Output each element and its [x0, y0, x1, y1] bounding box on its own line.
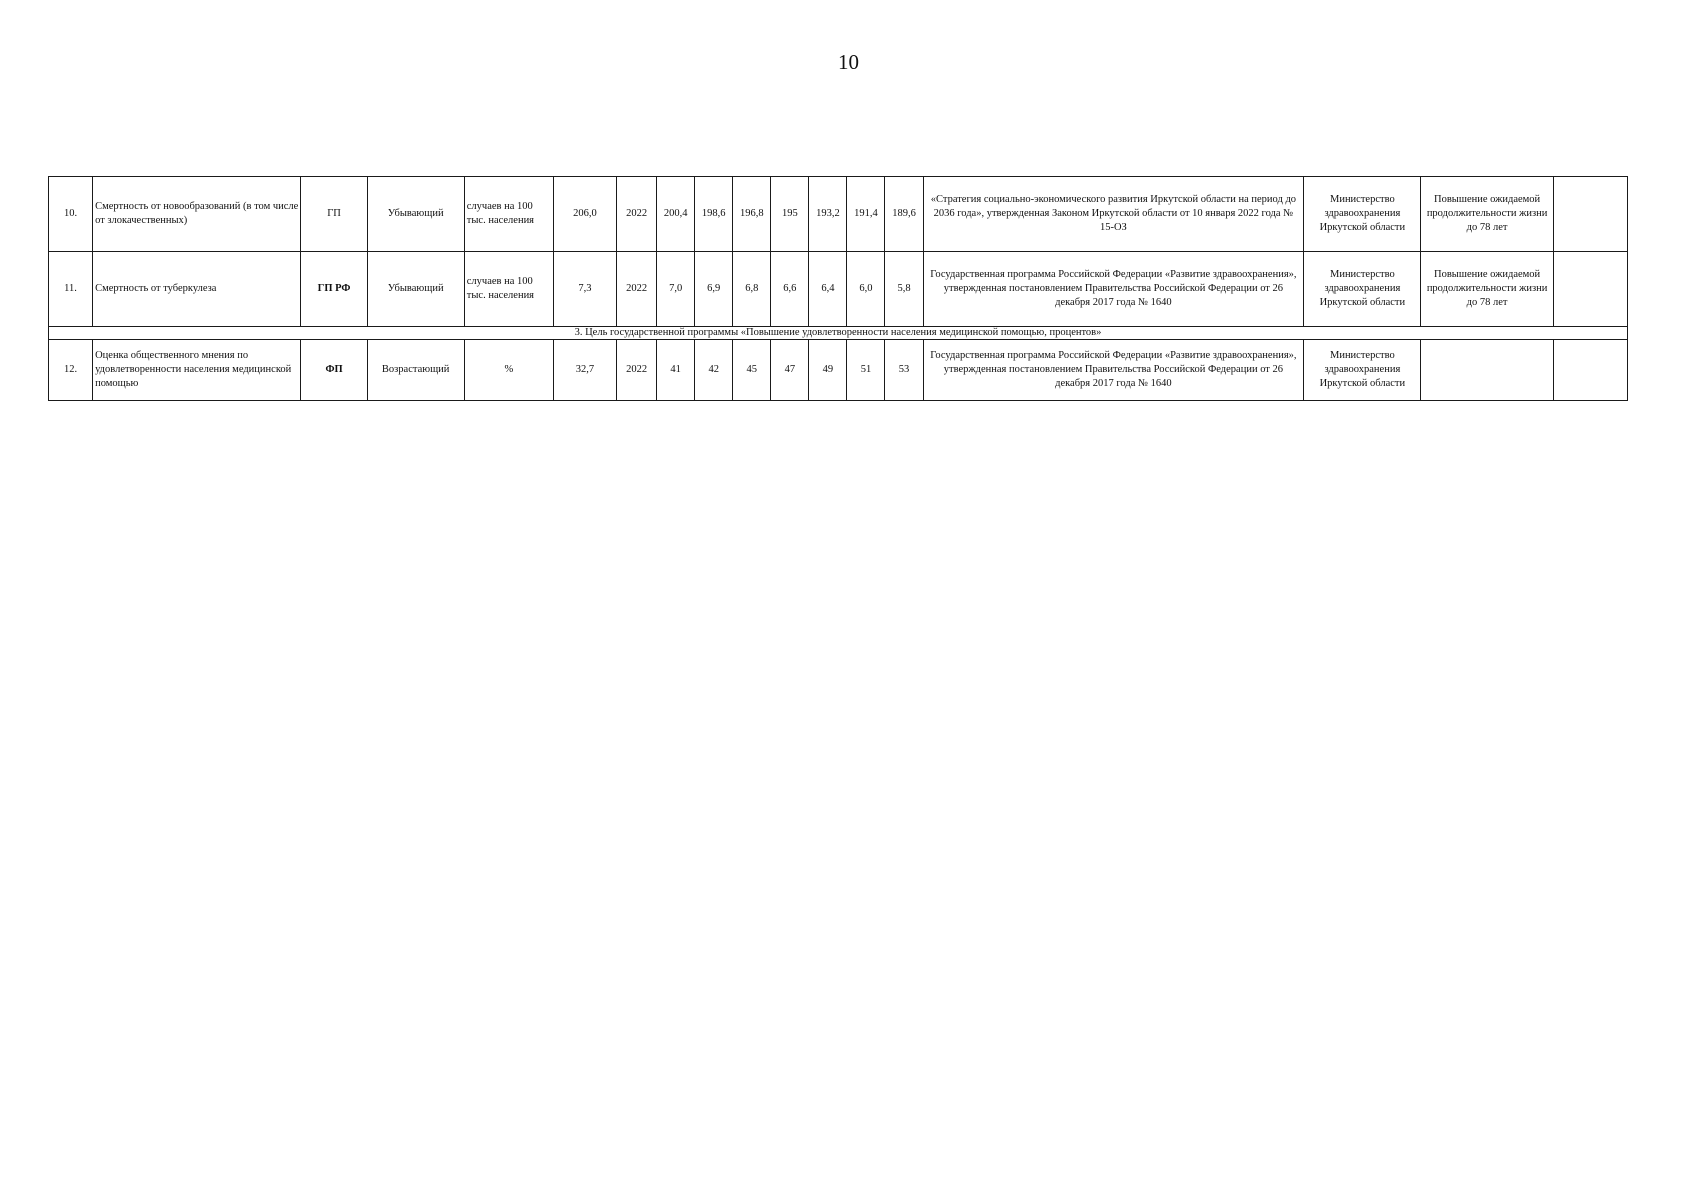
year-value: 41: [657, 340, 695, 401]
linked-goal: Повышение ожидаемой продолжительности жизни до 78 лет: [1421, 252, 1553, 327]
indicator-trend: Убывающий: [367, 177, 464, 252]
indicator-trend: Возрастающий: [367, 340, 464, 401]
year-value: 42: [695, 340, 733, 401]
year-value: 7,0: [657, 252, 695, 327]
base-value: 206,0: [553, 177, 616, 252]
extra-cell: [1553, 177, 1627, 252]
indicators-table: [48, 176, 1628, 401]
indicator-trend: Убывающий: [367, 252, 464, 327]
table-row: [49, 252, 1628, 327]
year-value: 49: [809, 340, 847, 401]
goal-title: 3. Цель государственной программы «Повышение удовлетворенности населения медицинской помощью, процентов»: [49, 327, 1628, 340]
year-value: 6,9: [695, 252, 733, 327]
table-row: [49, 340, 1628, 401]
source-document: «Стратегия социально-экономического развития Иркутской области на период до 2036 года», утвержденная Законом Иркутской области от 10 января 2022 года № 15-ОЗ: [923, 177, 1304, 252]
year-value: 45: [733, 340, 771, 401]
indicator-name: Оценка общественного мнения по удовлетворенности населения медицинской помощью: [93, 340, 301, 401]
year-value: 5,8: [885, 252, 923, 327]
indicator-level: ФП: [301, 340, 367, 401]
source-document: Государственная программа Российской Федерации «Развитие здравоохранения», утвержденная постановлением Правительства Российской Федерации от 26 декабря 2017 года № 1640: [923, 340, 1304, 401]
row-number: 12.: [49, 340, 93, 401]
indicator-unit: %: [464, 340, 553, 401]
table-row: [49, 177, 1628, 252]
source-document: Государственная программа Российской Федерации «Развитие здравоохранения», утвержденная постановлением Правительства Российской Федерации от 26 декабря 2017 года № 1640: [923, 252, 1304, 327]
indicator-unit: случаев на 100 тыс. населения: [464, 252, 553, 327]
base-year: 2022: [617, 252, 657, 327]
row-number: 11.: [49, 252, 93, 327]
base-value: 7,3: [553, 252, 616, 327]
indicator-unit: случаев на 100 тыс. населения: [464, 177, 553, 252]
year-value: 51: [847, 340, 885, 401]
year-value: 196,8: [733, 177, 771, 252]
extra-cell: [1553, 252, 1627, 327]
year-value: 6,4: [809, 252, 847, 327]
indicator-level: ГП РФ: [301, 252, 367, 327]
linked-goal: Повышение ожидаемой продолжительности жизни до 78 лет: [1421, 177, 1553, 252]
page-number: 10: [838, 50, 859, 74]
year-value: 189,6: [885, 177, 923, 252]
year-value: 198,6: [695, 177, 733, 252]
year-value: 200,4: [657, 177, 695, 252]
base-year: 2022: [617, 177, 657, 252]
responsible-body: Министерство здравоохранения Иркутской области: [1304, 177, 1421, 252]
base-year: 2022: [617, 340, 657, 401]
year-value: 53: [885, 340, 923, 401]
responsible-body: Министерство здравоохранения Иркутской области: [1304, 252, 1421, 327]
year-value: 6,0: [847, 252, 885, 327]
year-value: 195: [771, 177, 809, 252]
base-value: 32,7: [553, 340, 616, 401]
extra-cell: [1553, 340, 1627, 401]
row-number: 10.: [49, 177, 93, 252]
year-value: 47: [771, 340, 809, 401]
goal-section-row: [49, 327, 1628, 340]
responsible-body: Министерство здравоохранения Иркутской области: [1304, 340, 1421, 401]
indicator-name: Смертность от новообразований (в том числе от злокачественных): [93, 177, 301, 252]
linked-goal: [1421, 340, 1553, 401]
year-value: 6,6: [771, 252, 809, 327]
year-value: 6,8: [733, 252, 771, 327]
indicator-name: Смертность от туберкулеза: [93, 252, 301, 327]
year-value: 191,4: [847, 177, 885, 252]
year-value: 193,2: [809, 177, 847, 252]
indicator-level: ГП: [301, 177, 367, 252]
